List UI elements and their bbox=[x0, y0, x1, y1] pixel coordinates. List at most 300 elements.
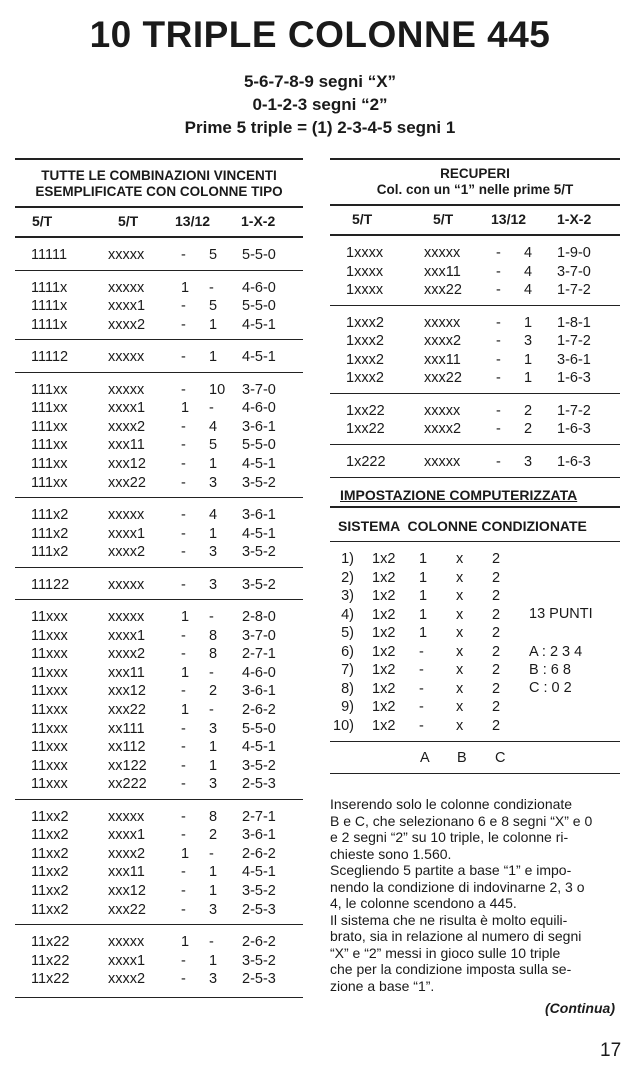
table-cell: 5-5-0 bbox=[242, 247, 276, 263]
table-cell: - bbox=[181, 864, 186, 881]
system-cell: 2 bbox=[492, 662, 501, 678]
system-cell: 1x2 bbox=[372, 699, 396, 715]
group-divider bbox=[15, 567, 303, 568]
table-cell: 11xxx bbox=[31, 739, 68, 756]
group-divider bbox=[15, 497, 303, 498]
table-cell: 11xx2 bbox=[31, 808, 69, 825]
table-cell: 1111x bbox=[31, 298, 68, 315]
paragraph-line: brato, sia in relazione al numero di segni bbox=[330, 928, 582, 944]
right-top-rule bbox=[330, 158, 620, 160]
paragraph-line: zione a base “1”. bbox=[330, 977, 435, 994]
table-cell: - bbox=[181, 901, 186, 918]
table-cell: 11xxx bbox=[31, 627, 68, 644]
table-cell: xxxxx bbox=[108, 576, 145, 593]
table-cell: 11xx2 bbox=[31, 845, 69, 862]
table-cell: 3-6-1 bbox=[242, 507, 276, 524]
table-cell: 3-6-1 bbox=[242, 683, 276, 700]
table-cell: 4 bbox=[524, 245, 533, 261]
table-cell: xxxx2 bbox=[108, 971, 146, 988]
table-cell: 1xx22 bbox=[346, 402, 385, 419]
subtitle-line-3: Prime 5 triple = (1) 2-3-4-5 segni 1 bbox=[184, 118, 456, 137]
table-cell: - bbox=[209, 934, 214, 950]
right-table-heading bbox=[330, 166, 620, 198]
table-cell: 111x2 bbox=[31, 507, 69, 524]
table-cell: 2-6-2 bbox=[242, 702, 276, 718]
system-cell: 1x2 bbox=[372, 588, 396, 604]
system-abc-top-rule bbox=[330, 741, 620, 742]
punti-label: 13 PUNTI bbox=[529, 606, 593, 622]
table-cell: 11x22 bbox=[31, 971, 70, 988]
system-cell: 2 bbox=[492, 606, 501, 623]
right-colhdr-rule bbox=[330, 234, 620, 236]
system-cell: 4) bbox=[341, 606, 354, 623]
table-cell: xxx12 bbox=[108, 882, 146, 899]
table-cell: xxxxx bbox=[108, 609, 145, 626]
table-cell: xx122 bbox=[108, 757, 147, 774]
table-cell: - bbox=[181, 739, 186, 756]
table-cell: xxxx2 bbox=[424, 421, 462, 438]
table-cell: xxx22 bbox=[108, 901, 146, 918]
group-divider bbox=[15, 339, 303, 340]
table-cell: 2-8-0 bbox=[242, 609, 276, 626]
system-heading-rule bbox=[330, 541, 620, 542]
left-top-rule bbox=[15, 158, 303, 160]
table-cell: xxxx2 bbox=[424, 333, 462, 350]
system-cell: 9) bbox=[341, 699, 354, 715]
system-cell: 2 bbox=[492, 717, 501, 734]
table-cell: 1 bbox=[181, 934, 190, 950]
table-cell: xxx11 bbox=[108, 864, 145, 881]
system-cell: x bbox=[456, 699, 464, 715]
system-cell: 2 bbox=[492, 625, 501, 641]
table-cell: - bbox=[181, 971, 186, 988]
table-cell: 11xxx bbox=[31, 609, 68, 626]
table-cell: 11111 bbox=[31, 247, 68, 263]
table-cell: - bbox=[181, 720, 186, 737]
table-cell: 3-5-2 bbox=[242, 882, 276, 899]
table-cell: 111xx bbox=[31, 456, 68, 472]
table-cell: 1 bbox=[209, 864, 218, 881]
table-cell: 1xxx2 bbox=[346, 314, 384, 331]
table-cell: 3-7-0 bbox=[242, 381, 276, 398]
left-colhdr-rule bbox=[15, 236, 303, 238]
table-cell: 1x222 bbox=[346, 454, 386, 470]
system-cell: 1x2 bbox=[372, 569, 396, 586]
table-cell: 1xxx2 bbox=[346, 351, 384, 368]
table-cell: - bbox=[181, 827, 186, 844]
table-cell: 11xxx bbox=[31, 683, 68, 700]
table-cell: 11xxx bbox=[31, 702, 68, 718]
table-cell: 11xx2 bbox=[31, 827, 69, 844]
table-cell: - bbox=[209, 279, 214, 296]
left-heading-line-1: TUTTE LE COMBINAZIONI VINCENTI bbox=[41, 168, 277, 183]
left-heading-rule bbox=[15, 206, 303, 208]
table-cell: 11xxx bbox=[31, 776, 68, 793]
table-cell: 5 bbox=[209, 298, 218, 315]
paragraph-line: 4, le colonne scendono a 445. bbox=[330, 895, 517, 911]
table-cell: - bbox=[496, 263, 501, 280]
system-cell: 1) bbox=[341, 551, 354, 567]
table-cell: - bbox=[181, 418, 186, 435]
table-cell: 111xx bbox=[31, 418, 68, 435]
table-cell: 111x2 bbox=[31, 525, 69, 542]
table-cell: - bbox=[209, 609, 214, 626]
table-cell: - bbox=[181, 316, 186, 333]
table-cell: 3 bbox=[209, 544, 218, 561]
table-cell: xxx11 bbox=[424, 263, 461, 280]
system-cell: x bbox=[456, 643, 464, 660]
system-cell: 2 bbox=[492, 569, 501, 586]
table-cell: 4-5-1 bbox=[242, 316, 276, 333]
table-cell: 1 bbox=[209, 525, 218, 542]
system-cell: x bbox=[456, 662, 464, 678]
left-col-5t-b: 5/T bbox=[118, 213, 139, 229]
table-cell: 2 bbox=[209, 827, 218, 844]
table-cell: 3-7-0 bbox=[557, 263, 591, 280]
table-cell: - bbox=[209, 702, 214, 718]
paragraph-line: Inserendo solo le colonne condizionate bbox=[330, 796, 573, 812]
table-cell: 1xxxx bbox=[346, 245, 384, 261]
table-cell: 5 bbox=[209, 247, 218, 263]
table-cell: 8 bbox=[209, 808, 218, 825]
table-cell: 3-6-1 bbox=[557, 351, 591, 368]
table-cell: - bbox=[209, 845, 214, 862]
paragraph-line: nendo la condizione di indovinarne 2, 3 o bbox=[330, 878, 585, 895]
condition-a: A : 2 3 4 bbox=[529, 644, 583, 660]
table-cell: - bbox=[181, 757, 186, 774]
table-cell: 1 bbox=[209, 882, 218, 899]
table-cell: xxxxx bbox=[424, 402, 461, 419]
table-cell: 2-6-2 bbox=[242, 934, 276, 950]
table-cell: - bbox=[209, 400, 214, 417]
table-cell: 3-5-2 bbox=[242, 544, 276, 561]
system-cell: 7) bbox=[341, 662, 354, 678]
system-cell: 1 bbox=[419, 588, 428, 604]
table-cell: - bbox=[181, 808, 186, 825]
table-cell: 1 bbox=[209, 316, 218, 333]
paragraph-line: e 2 segni “2” su 10 triple, le colonne ri- bbox=[330, 829, 569, 845]
table-cell: - bbox=[181, 247, 186, 263]
table-cell: 2 bbox=[209, 683, 218, 700]
table-cell: xx222 bbox=[108, 776, 147, 793]
table-cell: - bbox=[496, 245, 501, 261]
subtitle-line-1: 5-6-7-8-9 segni “X” bbox=[243, 72, 397, 91]
table-cell: - bbox=[181, 456, 186, 472]
table-cell: 1111x bbox=[31, 279, 68, 296]
table-cell: - bbox=[496, 314, 501, 331]
table-cell: xxxxx bbox=[424, 245, 461, 261]
system-cell: x bbox=[456, 606, 464, 623]
table-bottom-rule bbox=[15, 997, 303, 998]
left-heading-line-2: ESEMPLIFICATE CON COLONNE TIPO bbox=[35, 184, 283, 199]
table-cell: 11xx2 bbox=[31, 864, 69, 881]
table-cell: xxxx1 bbox=[108, 400, 146, 417]
system-cell: 2 bbox=[492, 643, 501, 660]
table-cell: 1 bbox=[524, 314, 533, 331]
label-b: B bbox=[457, 750, 467, 766]
system-cell: 10) bbox=[333, 717, 354, 734]
group-divider bbox=[15, 599, 303, 600]
table-cell: 4 bbox=[209, 507, 218, 524]
impostazione-heading: IMPOSTAZIONE COMPUTERIZZATA bbox=[340, 487, 578, 503]
table-cell: xxxx2 bbox=[108, 646, 146, 663]
group-divider bbox=[330, 393, 620, 394]
table-cell: xxx22 bbox=[424, 370, 462, 387]
table-cell: 1xxx2 bbox=[346, 333, 384, 350]
system-cell: x bbox=[456, 569, 464, 586]
table-cell: xxxx2 bbox=[108, 845, 146, 862]
table-cell: 1xxxx bbox=[346, 263, 384, 280]
table-cell: 4 bbox=[524, 282, 533, 299]
system-cell: 1 bbox=[419, 551, 428, 567]
table-cell: 1 bbox=[181, 702, 190, 718]
table-cell: 5-5-0 bbox=[242, 298, 276, 315]
left-col-5t-a: 5/T bbox=[32, 213, 53, 229]
table-cell: 1 bbox=[524, 351, 533, 368]
table-cell: xxx22 bbox=[424, 282, 462, 299]
table-cell: - bbox=[181, 437, 186, 454]
system-bottom-rule bbox=[330, 773, 620, 774]
table-cell: 1-6-3 bbox=[557, 421, 591, 438]
table-cell: xxxx2 bbox=[108, 544, 146, 561]
table-cell: 2-5-3 bbox=[242, 776, 276, 793]
table-cell: 111xx bbox=[31, 437, 68, 454]
condition-c: C : 0 2 bbox=[529, 680, 572, 696]
system-cell: 1x2 bbox=[372, 643, 396, 660]
table-cell: 11xx2 bbox=[31, 882, 69, 899]
table-cell: 5-5-0 bbox=[242, 437, 276, 454]
table-cell: 4 bbox=[524, 263, 533, 280]
table-cell: 1 bbox=[209, 349, 218, 366]
table-cell: 4-5-1 bbox=[242, 349, 276, 366]
table-cell: 1-9-0 bbox=[557, 245, 591, 261]
table-cell: 3 bbox=[209, 720, 218, 737]
group-divider bbox=[15, 270, 303, 271]
system-cell: 6) bbox=[341, 643, 354, 660]
table-cell: - bbox=[181, 474, 186, 491]
table-cell: 11xxx bbox=[31, 646, 68, 663]
table-cell: 1 bbox=[181, 279, 190, 296]
group-divider bbox=[330, 477, 620, 478]
table-cell: - bbox=[181, 544, 186, 561]
system-cell: 5) bbox=[341, 625, 354, 641]
table-cell: 1xxxx bbox=[346, 282, 384, 299]
table-cell: xxx11 bbox=[424, 351, 461, 368]
subtitle-line-2: 0-1-2-3 segni “2” bbox=[252, 95, 388, 114]
table-cell: 4-6-0 bbox=[242, 400, 276, 417]
table-cell: xxxx1 bbox=[108, 827, 146, 844]
table-cell: 2 bbox=[524, 402, 533, 419]
right-col-5t-a: 5/T bbox=[352, 211, 373, 227]
paragraph-line: chieste sono 1.560. bbox=[330, 845, 452, 862]
table-cell: 1-7-2 bbox=[557, 402, 591, 419]
condition-b: B : 6 8 bbox=[529, 662, 571, 678]
table-cell: xxx11 bbox=[108, 437, 145, 454]
system-cell: - bbox=[419, 717, 424, 734]
system-cell: 8) bbox=[341, 680, 354, 697]
table-cell: 3-5-2 bbox=[242, 474, 276, 491]
table-cell: - bbox=[181, 298, 186, 315]
system-cell: - bbox=[419, 662, 424, 678]
table-cell: 11x22 bbox=[31, 952, 70, 969]
table-cell: - bbox=[181, 952, 186, 969]
system-cell: x bbox=[456, 551, 464, 567]
left-table-heading bbox=[15, 168, 303, 200]
table-cell: - bbox=[181, 646, 186, 663]
table-cell: 4-6-0 bbox=[242, 664, 276, 681]
table-cell: 11122 bbox=[31, 576, 70, 593]
system-cell: 3) bbox=[341, 588, 354, 604]
table-cell: 1-6-3 bbox=[557, 370, 591, 387]
table-cell: 2-7-1 bbox=[242, 646, 276, 663]
table-cell: 3 bbox=[524, 454, 533, 470]
table-cell: 11xxx bbox=[31, 664, 68, 681]
table-cell: - bbox=[181, 882, 186, 899]
table-cell: - bbox=[181, 381, 186, 398]
table-cell: 3 bbox=[524, 333, 533, 350]
system-cell: 1x2 bbox=[372, 625, 396, 641]
system-cell: 1x2 bbox=[372, 662, 396, 678]
table-cell: xxxx1 bbox=[108, 627, 146, 644]
system-top-rule bbox=[330, 506, 620, 508]
system-cell: 2 bbox=[492, 551, 501, 567]
system-cell: x bbox=[456, 625, 464, 641]
table-cell: 1 bbox=[181, 664, 190, 681]
table-cell: 1xx22 bbox=[346, 421, 385, 438]
right-heading-line-2: Col. con un “1” nelle prime 5/T bbox=[376, 182, 574, 197]
table-cell: xxx12 bbox=[108, 456, 146, 472]
system-cell: 2 bbox=[492, 699, 501, 715]
table-cell: 3 bbox=[209, 474, 218, 491]
table-cell: xxxxx bbox=[108, 349, 145, 366]
table-cell: xxxx1 bbox=[108, 525, 146, 542]
table-cell: 3-7-0 bbox=[242, 627, 276, 644]
table-cell: 10 bbox=[209, 381, 226, 398]
group-divider bbox=[15, 799, 303, 800]
table-cell: 4-6-0 bbox=[242, 279, 276, 296]
table-cell: 1 bbox=[209, 739, 218, 756]
table-cell: - bbox=[181, 525, 186, 542]
table-cell: 3-5-2 bbox=[242, 576, 276, 593]
table-cell: 5 bbox=[209, 437, 218, 454]
table-cell: 2 bbox=[524, 421, 533, 438]
table-cell: - bbox=[496, 370, 501, 387]
table-cell: xx112 bbox=[108, 739, 146, 756]
paragraph-line: B e C, che selezionano 6 e 8 segni “X” e 0 bbox=[330, 812, 593, 829]
table-cell: - bbox=[496, 333, 501, 350]
system-cell: - bbox=[419, 643, 424, 660]
table-cell: - bbox=[181, 576, 186, 593]
table-cell: 111xx bbox=[31, 381, 68, 398]
table-cell: 11xx2 bbox=[31, 901, 69, 918]
table-cell: 11x22 bbox=[31, 934, 70, 950]
system-cell: 1 bbox=[419, 606, 428, 623]
table-cell: 111xx bbox=[31, 400, 68, 417]
table-cell: xxxxx bbox=[108, 507, 145, 524]
system-heading: SISTEMA COLONNE CONDIZIONATE bbox=[338, 518, 587, 534]
system-cell: 1x2 bbox=[372, 551, 396, 567]
system-cell: 2 bbox=[492, 680, 501, 697]
group-divider bbox=[15, 924, 303, 925]
table-cell: 2-6-2 bbox=[242, 845, 276, 862]
system-cell: 1 bbox=[419, 569, 428, 586]
system-cell: 1x2 bbox=[372, 606, 396, 623]
system-cell: 1 bbox=[419, 625, 428, 641]
system-cell: x bbox=[456, 717, 464, 734]
table-cell: 1 bbox=[181, 609, 190, 626]
system-cell: 2 bbox=[492, 588, 501, 604]
table-cell: 11xxx bbox=[31, 720, 68, 737]
table-cell: xxx22 bbox=[108, 702, 146, 718]
table-cell: 1-7-2 bbox=[557, 282, 591, 299]
table-cell: 2-7-1 bbox=[242, 808, 276, 825]
label-c: C bbox=[495, 750, 506, 766]
table-cell: 3-6-1 bbox=[242, 418, 276, 435]
table-cell: 1 bbox=[209, 952, 218, 969]
system-cell: x bbox=[456, 588, 464, 604]
continua-label: (Continua) bbox=[545, 1000, 615, 1016]
table-cell: - bbox=[496, 421, 501, 438]
table-cell: 3-6-1 bbox=[242, 827, 276, 844]
right-col-13-12: 13/12 bbox=[491, 211, 527, 227]
group-divider bbox=[15, 372, 303, 373]
table-cell: xxxxx bbox=[108, 247, 145, 263]
table-cell: 3 bbox=[209, 776, 218, 793]
table-cell: 1-6-3 bbox=[557, 454, 591, 470]
table-cell: 3 bbox=[209, 901, 218, 918]
explanation-paragraph bbox=[330, 796, 625, 994]
table-cell: xxx12 bbox=[108, 683, 146, 700]
table-cell: 8 bbox=[209, 646, 218, 663]
paragraph-line: Il sistema che ne risulta è molto equili- bbox=[330, 911, 568, 928]
group-divider bbox=[330, 305, 620, 306]
right-col-1x2: 1-X-2 bbox=[557, 211, 592, 227]
right-col-5t-b: 5/T bbox=[433, 211, 454, 227]
system-cell: - bbox=[419, 699, 424, 715]
table-cell: 111xx bbox=[31, 474, 68, 491]
table-cell: 2-5-3 bbox=[242, 901, 276, 918]
system-cell: 1x2 bbox=[372, 717, 396, 734]
table-cell: - bbox=[181, 776, 186, 793]
table-cell: xxxxx bbox=[424, 454, 461, 470]
table-cell: - bbox=[181, 683, 186, 700]
table-cell: 1xxx2 bbox=[346, 370, 384, 387]
table-cell: - bbox=[496, 402, 501, 419]
table-cell: 4-5-1 bbox=[242, 739, 276, 756]
table-cell: 4-5-1 bbox=[242, 525, 276, 542]
table-cell: xxx11 bbox=[108, 664, 145, 681]
table-cell: - bbox=[181, 627, 186, 644]
table-cell: - bbox=[181, 349, 186, 366]
paragraph-line: Scegliendo 5 partite a base “1” e impo- bbox=[330, 862, 572, 878]
system-cell: 1x2 bbox=[372, 680, 396, 697]
label-a: A bbox=[420, 750, 430, 766]
table-cell: 1 bbox=[209, 757, 218, 774]
system-cell: x bbox=[456, 680, 464, 697]
table-cell: xxxxx bbox=[108, 934, 145, 950]
table-cell: 111x2 bbox=[31, 544, 69, 561]
table-cell: 3 bbox=[209, 971, 218, 988]
paragraph-line: che per la condizione imposta sulla se- bbox=[330, 961, 572, 977]
left-col-13-12: 13/12 bbox=[175, 213, 211, 229]
system-cell: - bbox=[419, 680, 424, 697]
page-title: 10 TRIPLE COLONNE 445 bbox=[89, 14, 551, 55]
table-cell: - bbox=[496, 282, 501, 299]
group-divider bbox=[330, 444, 620, 445]
table-cell: 3-5-2 bbox=[242, 952, 276, 969]
table-cell: xxxxx bbox=[108, 808, 145, 825]
table-cell: xxxx2 bbox=[108, 418, 146, 435]
